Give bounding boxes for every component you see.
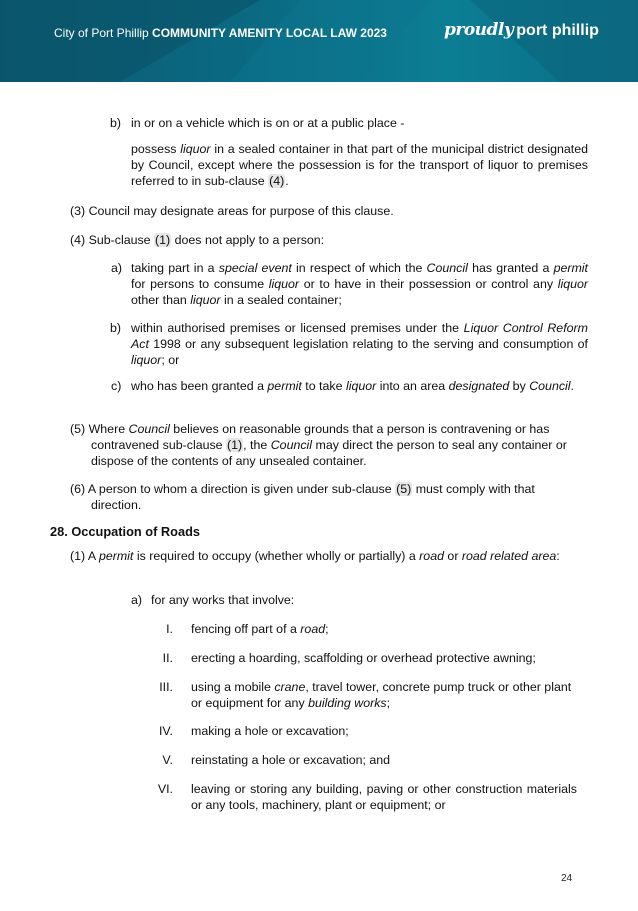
text: using a mobile xyxy=(191,680,275,694)
text: may direct the person to seal any container or dispose of the contents of any unsealed container. xyxy=(91,438,567,468)
page-number: 24 xyxy=(561,873,573,884)
text: (6) A person to whom a direction is given under sub-clause xyxy=(70,482,396,496)
cross-reference-link[interactable]: (1) xyxy=(227,438,243,452)
port-phillip-logo xyxy=(444,20,599,40)
defined-term: crane xyxy=(274,680,306,694)
text: (5) Where xyxy=(70,422,129,436)
text: has granted a xyxy=(467,261,554,275)
item-number: II. xyxy=(162,651,173,665)
text: into an area xyxy=(376,379,449,393)
defined-term: road related area xyxy=(461,549,557,563)
list-item: leaving or storing any building, paving or other construction materials or any tools, machinery, plant or equipment; or xyxy=(191,782,577,812)
defined-term: liquor xyxy=(345,379,377,393)
clause-b-text xyxy=(131,320,588,368)
subclause-4 xyxy=(70,232,590,248)
list-item xyxy=(191,679,581,711)
act-name: Liquor Control Reform Act xyxy=(131,321,588,351)
list-item: reinstating a hole or excavation; and xyxy=(191,753,391,767)
org-name: City of Port Phillip xyxy=(54,26,149,40)
text: ; or xyxy=(161,353,180,367)
list-item: making a hole or excavation; xyxy=(191,724,349,738)
clause-label: b) xyxy=(110,116,122,130)
defined-term: Council xyxy=(529,379,571,393)
clause-label: b) xyxy=(110,321,122,335)
item-number: III. xyxy=(159,680,173,694)
text: , the xyxy=(243,438,271,452)
text: who has been granted a xyxy=(131,379,268,393)
list-item xyxy=(191,621,581,637)
text: or xyxy=(443,549,462,563)
text: , travel tower, concrete pump truck or other plant or equipment for any xyxy=(191,680,572,710)
road-subclause-1 xyxy=(70,548,587,564)
banner-decoration xyxy=(0,0,638,82)
list-item: erecting a hoarding, scaffolding or overhead protective awning; xyxy=(191,651,536,665)
text: must comply with that direction. xyxy=(91,482,535,512)
item-number: VI. xyxy=(157,782,173,796)
local-law-title: COMMUNITY AMENITY LOCAL LAW 2023 xyxy=(152,26,387,40)
defined-term: liquor xyxy=(557,277,588,291)
cross-reference-link[interactable]: (4) xyxy=(269,174,285,188)
text: by xyxy=(509,379,530,393)
clause-text: in or on a vehicle which is on or at a public place - xyxy=(131,116,405,130)
text: (4) Sub-clause xyxy=(70,233,155,247)
text: for persons to consume xyxy=(131,277,269,291)
text: in respect of which the xyxy=(291,261,427,275)
text: . xyxy=(570,379,574,393)
item-number: I. xyxy=(166,622,173,636)
defined-term: permit xyxy=(553,261,588,275)
defined-term: Council xyxy=(426,261,468,275)
cross-reference-link[interactable]: (5) xyxy=(396,482,412,496)
subclause-5 xyxy=(70,421,570,469)
clause-a-text xyxy=(131,260,588,308)
text: in a sealed container in that part of the municipal district designated by Council, except where the possession is for the transport of liquor to premises referred to in sub-clause xyxy=(131,142,588,188)
item-number: V. xyxy=(162,753,173,767)
defined-term: permit xyxy=(267,379,302,393)
defined-term: permit xyxy=(98,549,134,563)
text: does not apply to a person: xyxy=(171,233,325,247)
clause-label: a) xyxy=(111,261,123,275)
text: other than xyxy=(131,293,191,307)
item-number: IV. xyxy=(158,724,173,738)
defined-term: Council xyxy=(128,422,170,436)
text: within authorised premises or licensed premises under the xyxy=(131,321,464,335)
text: possess xyxy=(131,142,181,156)
text: in a sealed container; xyxy=(220,293,342,307)
defined-term: road xyxy=(419,549,444,563)
logo-script-text: proudly xyxy=(444,20,514,40)
text: 1998 or any subsequent legislation relating to the serving and consumption of xyxy=(148,337,588,351)
text: believes on reasonable grounds that a person is contravening or has contravened sub-clause xyxy=(91,422,550,452)
text: ; xyxy=(386,696,391,710)
clause-label: a) xyxy=(131,593,143,607)
text: . xyxy=(285,174,289,188)
text: ; xyxy=(325,622,329,636)
header-banner xyxy=(0,0,638,82)
text: to take xyxy=(301,379,346,393)
defined-term: liquor xyxy=(268,277,300,291)
possess-paragraph xyxy=(131,141,588,189)
defined-term: liquor xyxy=(180,142,211,156)
text: is required to occupy (whether wholly or partially) a xyxy=(133,549,420,563)
defined-term: Council xyxy=(270,438,313,452)
defined-term: road xyxy=(300,622,326,636)
subclause-6 xyxy=(70,481,582,513)
text: (1) A xyxy=(70,549,99,563)
clause-label: c) xyxy=(111,379,122,393)
cross-reference-link[interactable]: (1) xyxy=(155,233,171,247)
defined-term: liquor xyxy=(190,293,221,307)
logo-main-text: port phillip xyxy=(516,22,599,39)
document-title xyxy=(54,26,387,40)
defined-term: special event xyxy=(218,261,292,275)
works-intro: for any works that involve: xyxy=(151,593,295,607)
defined-term: building works xyxy=(308,696,387,710)
section-heading: 28. Occupation of Roads xyxy=(50,524,201,539)
clause-c-text xyxy=(131,378,591,394)
subclause-3: (3) Council may designate areas for purpose of this clause. xyxy=(70,204,394,218)
defined-term: liquor xyxy=(131,353,162,367)
defined-term: designated xyxy=(448,379,510,393)
text: taking part in a xyxy=(131,261,219,275)
text: or to have in their possession or control any xyxy=(299,277,558,291)
text: fencing off part of a xyxy=(191,622,301,636)
text: : xyxy=(556,549,560,563)
